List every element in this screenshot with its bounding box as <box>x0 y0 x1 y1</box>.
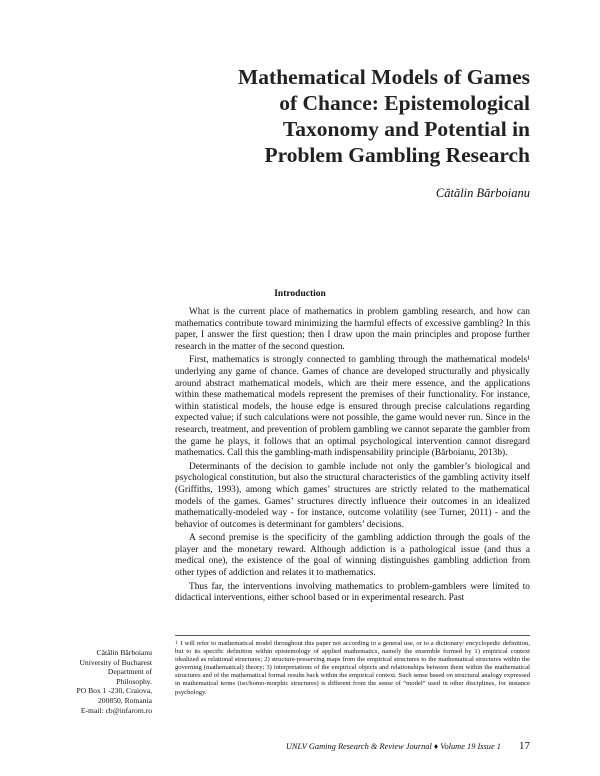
page-number: 17 <box>519 740 530 752</box>
footnote-divider <box>175 635 530 636</box>
affiliation-line: Philosophy. <box>116 676 152 686</box>
page-footer <box>286 740 530 752</box>
title-line: Problem Gambling Research <box>264 143 530 167</box>
journal-name: UNLV Gaming Research & Review Journal ♦ Volume 19 Issue 1 <box>285 742 501 751</box>
footnote-text: I will refer to mathematical model throughout this paper not according to a general use, or to a dictionary/ encyclopedic definition, but to its specific definition within epistemology of applied mathematics, namely the ensemble formed by 1) empirical context idealized as relational structures; 2) structure-preserving maps from the empirical structures to the mathematical structures within the governing (mathematical) theory; 3) interpretations of the empirical objects and relationships between them within the mathematical structures and of the mathematical formal results back within the empirical context. Such sense based on structural analogy expressed in mathematical terms (iso/homo-morphic structures) is different from the sense of “model” used in other disciplines, for instance psychology. <box>175 640 530 696</box>
paragraph: What is the current place of mathematics in problem gambling research, and how can mathematics contribute toward minimizing the harmful effects of excessive gambling? In this paper, I answer the first question; then I draw upon the main principles and propose further research in the matter of the second question. <box>175 307 530 352</box>
footnote <box>175 640 530 697</box>
affiliation-line: Cătălin Bărboianu <box>96 648 152 657</box>
paragraph: A second premise is the specificity of the gambling addiction through the goals of the player and the monetary reward. Although addiction is a pathological issue (and thus a medical one), the existence of the goal of winning distinguishes gambling addiction from other types of addiction and relates it to mathematics. <box>175 533 530 579</box>
paragraph: First, mathematics is strongly connected to gambling through the mathematical models¹ underlying any game of chance. Games of chance are developed structurally and physically around abstract mathematical models, which are their mere essence, and the applications within these mathematical models represent the premises of their functionality. For instance, within statistical models, the house edge is ensured through precise calculations regarding expected value; if such calculations were not possible, the game would never run. Since in the research, treatment, and prevention of problem gambling we cannot separate the gambler from the game he plays, it follows that an optimal psychological intervention cannot disregard mathematics. Call this the gambling-math indispensability principle (Bărboianu, 2013b). <box>175 355 530 459</box>
author-name: Cătălin Bărboianu <box>435 186 530 200</box>
title-line: of Chance: Epistemological <box>279 91 530 115</box>
affiliation-line: 200850, Romania <box>98 695 152 705</box>
affiliation-line: University of Bucharest <box>79 657 152 667</box>
affiliation-line: Department of <box>107 667 152 677</box>
author-affiliation <box>60 648 152 715</box>
article-title <box>170 64 530 168</box>
paragraph: Thus far, the interventions involving mathematics to problem-gamblers were limited to didactical interventions, either school based or in experimental research. Past <box>175 581 530 604</box>
affiliation-line: E-mail: cb@infarom.ro <box>80 705 152 715</box>
body-text <box>175 307 530 607</box>
affiliation-line: PO Box 1 -230, Craiova, <box>76 686 152 696</box>
paragraph: Determinants of the decision to gamble include not only the gambler’s biological and psychological constitution, but also the structural characteristics of the gambling activity itself (Griffiths, 1993), among which games’ structures are strictly related to the mathematical models of the games. Games’ structures directly influence their outcomes in an idealized mathematically-modeled way - for instance, outcome volatility (see Turner, 2011) - and the behavior of outcomes is determinant for gamblers’ decisions. <box>175 461 530 530</box>
title-line: Taxonomy and Potential in <box>282 117 530 141</box>
footnote-marker: 1 <box>175 641 178 646</box>
title-line: Mathematical Models of Games <box>238 65 530 89</box>
section-heading: Introduction <box>274 289 326 299</box>
